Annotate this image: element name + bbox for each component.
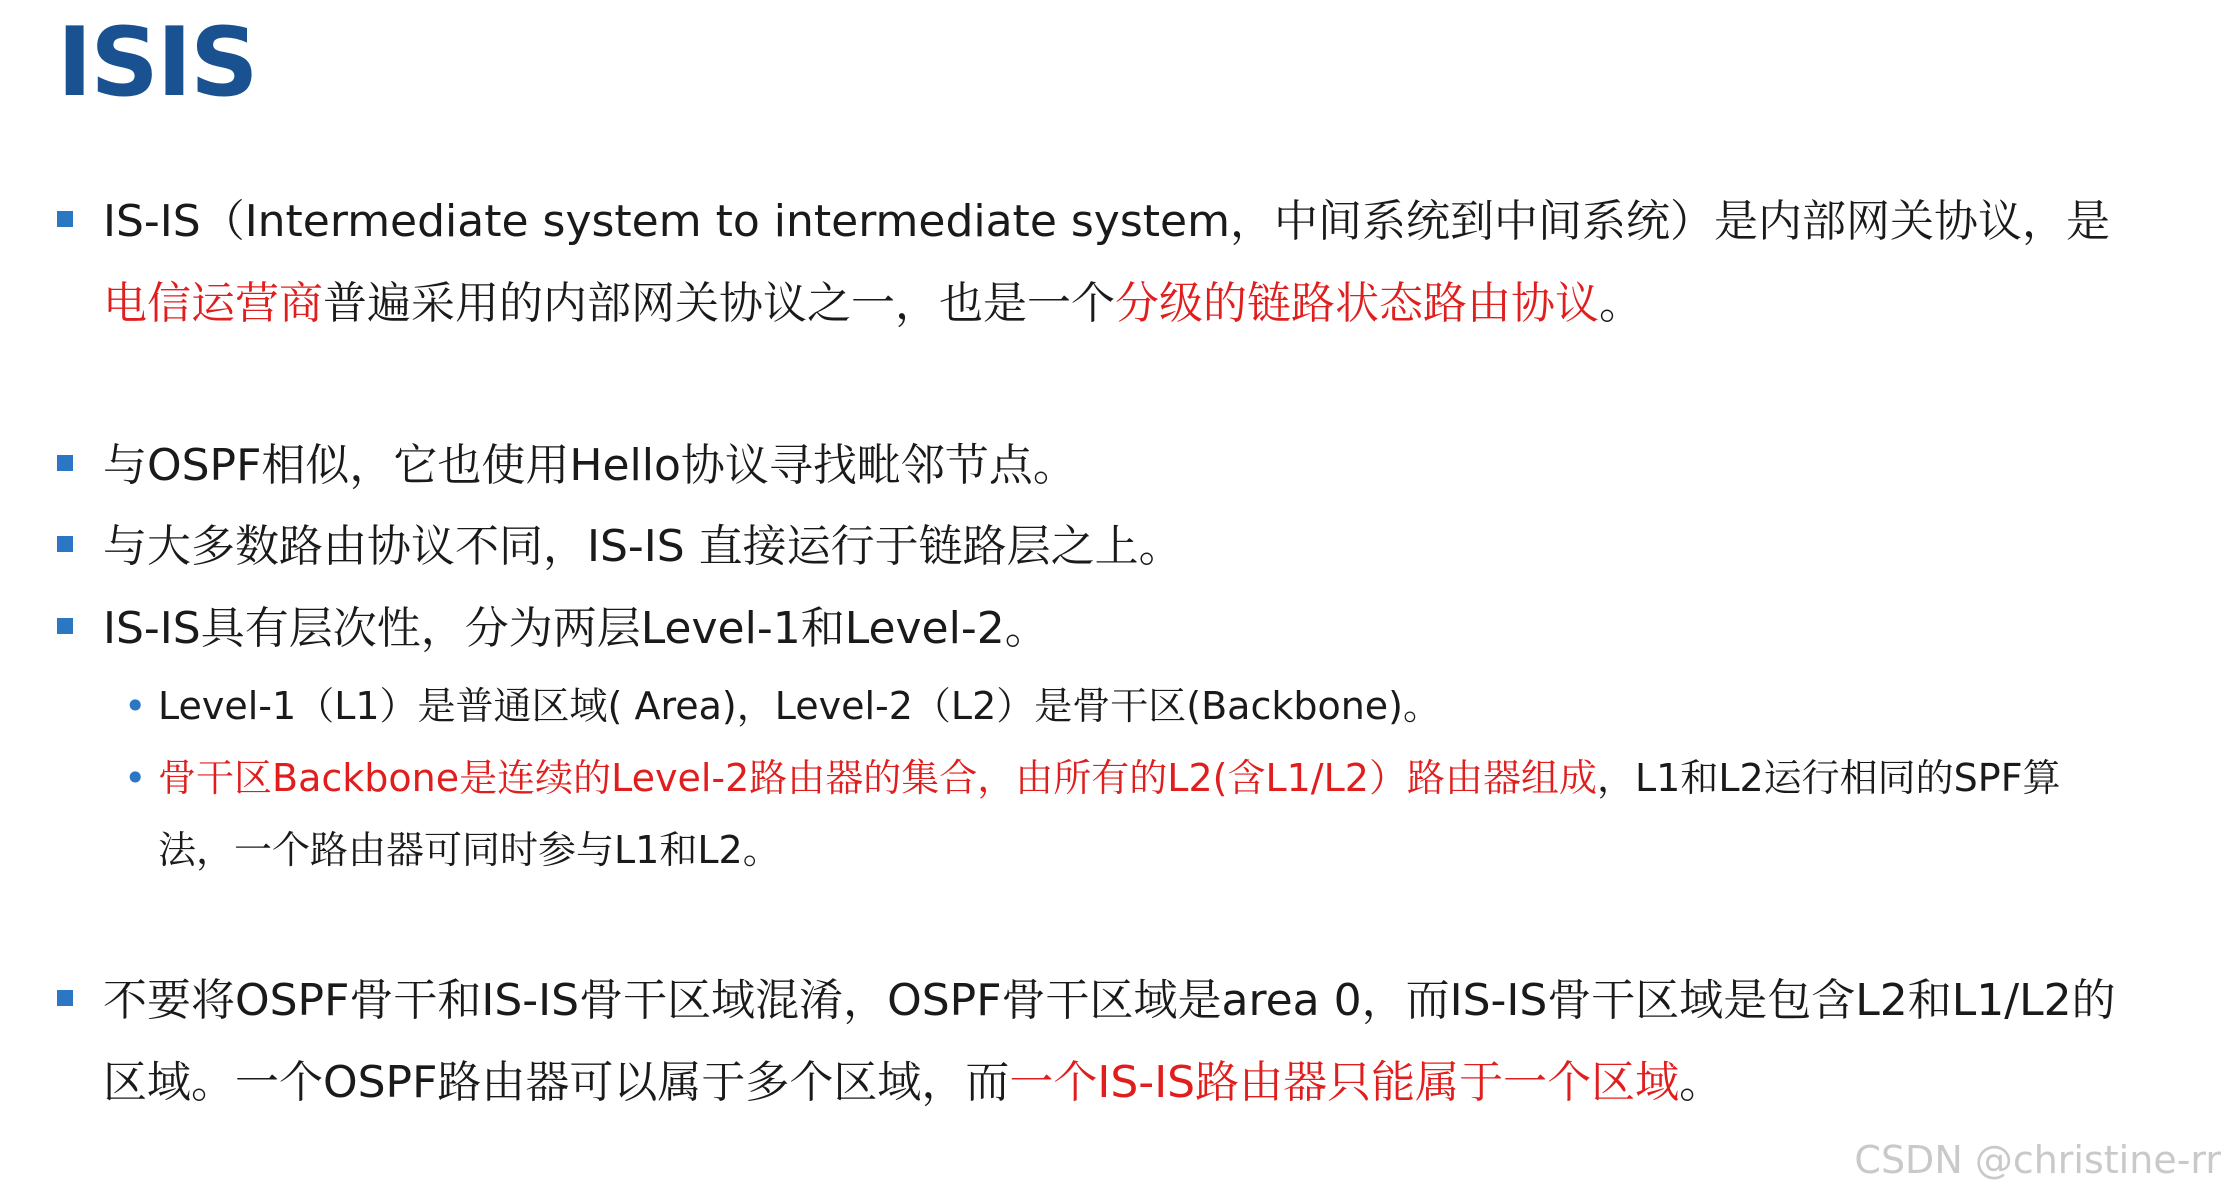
comparison-text: 不要将OSPF骨干和IS-IS骨干区域混淆，OSPF骨干区域是area 0，而IS-IS骨干区域是包含L2和L1/L2的区域。一个OSPF路由器可以属于多个区域，而 [103,975,2116,1108]
bullet-text: 与大多数路由协议不同，IS-IS 直接运行于链路层之上。 [103,521,1183,572]
highlight-backbone-definition: 骨干区Backbone是连续的Level-2路由器的集合，由所有的L2(含L1/L2）路由器组成 [158,756,1597,800]
square-bullet-icon [57,618,73,634]
definition-text-cont: 普遍采用的内部网关协议之一，也是一个 [323,278,1115,329]
definition-text: IS-IS（Intermediate system to intermediate system，中间系统到中间系统）是内部网关协议，是 [103,196,2110,247]
backbone-rest-text: ，L1和L2运行相同的SPF算法，一个路由器可同时参与L1和L2。 [158,756,2061,872]
comparison-end: 。 [1679,1057,1724,1108]
sub-bullet-text [158,742,2124,886]
sub-bullet-text: Level-1（L1）是普通区域( Area)，Level-2（L2）是骨干区(Backbone)。 [158,684,1442,728]
page-title: ISIS [57,8,257,118]
definition-end: 。 [1599,278,1643,329]
bullet-text: IS-IS具有层次性，分为两层Level-1和Level-2。 [103,603,1049,654]
highlight-link-state-protocol: 分级的链路状态路由协议 [1115,278,1599,329]
square-bullet-icon [57,990,73,1006]
dot-bullet-icon: • [124,756,147,800]
bullet-text: 与OSPF相似，它也使用Hello协议寻找毗邻节点。 [103,440,1077,491]
square-bullet-icon [57,455,73,471]
square-bullet-icon [57,536,73,552]
square-bullet-icon [57,211,73,227]
dot-bullet-icon: • [124,684,147,728]
bullet-text [103,960,2143,1124]
highlight-single-area: 一个IS-IS路由器只能属于一个区域 [1009,1057,1680,1108]
bullet-text [103,181,2143,345]
watermark: CSDN @christine-rr [1854,1138,2221,1182]
highlight-telecom-operators: 电信运营商 [103,278,323,329]
